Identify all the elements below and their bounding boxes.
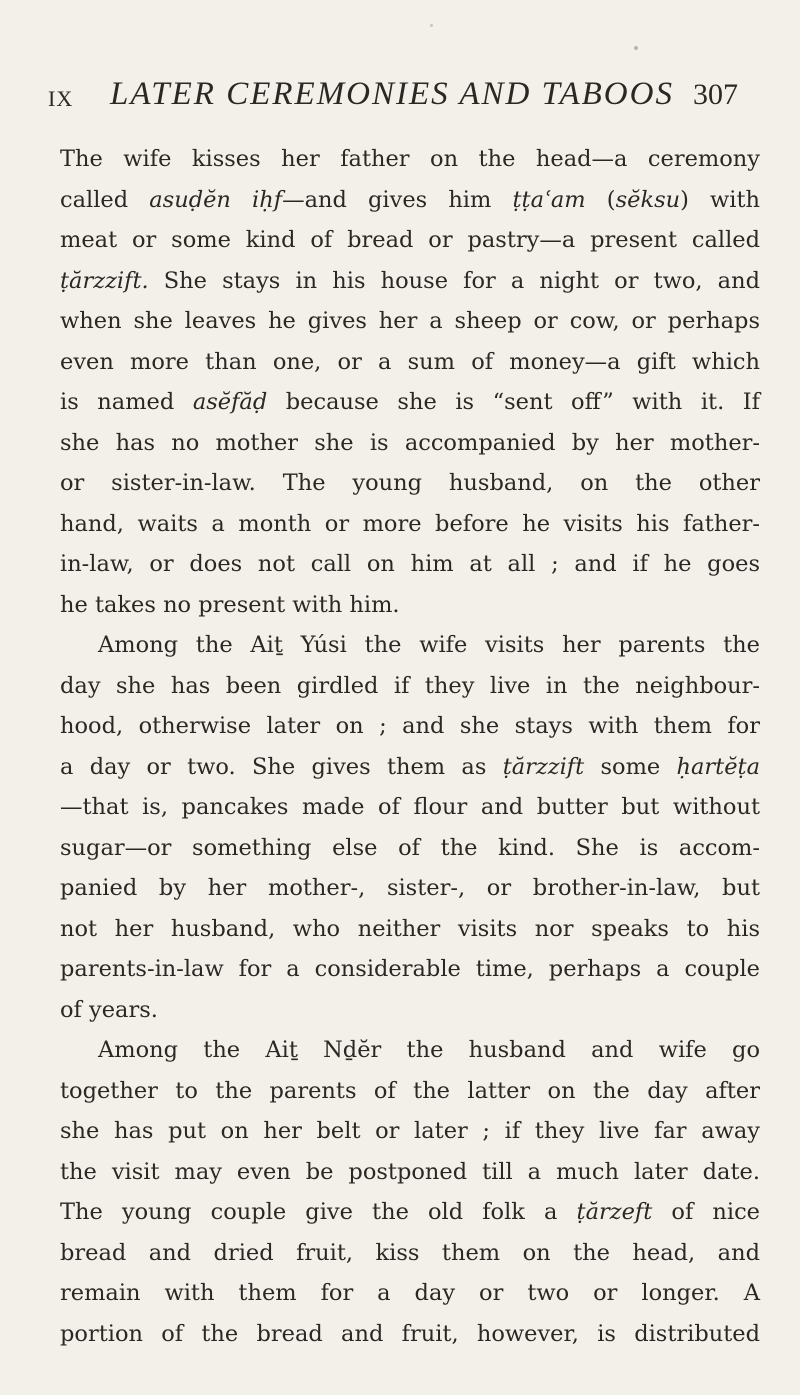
text-run: called [60, 186, 150, 213]
text-run: ) with [680, 186, 761, 213]
italic-term: ḥartĕṭa [676, 753, 760, 780]
italic-term: sĕksu [615, 186, 681, 213]
text-run: hood, otherwise later on ; and she stays with them for [60, 713, 760, 739]
text-line [60, 220, 760, 261]
text-run: or sister-in-law. The young husband, on the other [60, 470, 760, 496]
text-line [60, 423, 760, 464]
text-line [60, 139, 760, 180]
text-run: The wife kisses her father on the head—a ceremony [60, 146, 760, 172]
text-run: even more than one, or a sum of money—a gift which [60, 348, 760, 375]
text-run: of nice [652, 1199, 760, 1225]
text-line [60, 706, 760, 747]
text-line [60, 828, 760, 869]
text-run: meat or some kind of bread or pastry—a present called [60, 227, 760, 253]
text-run: panied by her mother-, sister-, or brother-in-law, but [60, 875, 760, 901]
text-line [60, 261, 760, 302]
text-line [60, 1111, 760, 1152]
text-line [60, 504, 760, 545]
text-run: some [584, 753, 677, 780]
text-run: when she leaves he gives her a sheep or cow, or perhaps [60, 308, 760, 334]
text-run: she has put on her belt or later ; if they live far away [60, 1118, 760, 1144]
chapter-number: IX [48, 86, 74, 111]
text-run: remain with them for a day or two or longer. A [60, 1280, 760, 1306]
text-run: The young couple give the old folk a [60, 1199, 577, 1225]
text-run: a day or two. She gives them as [60, 753, 503, 780]
text-run: of years. [60, 996, 158, 1023]
text-run: day she has been girdled if they live in the neighbour- [60, 672, 760, 699]
italic-term: ṭṭaʿam [512, 186, 586, 213]
body-text [60, 139, 760, 1354]
text-run: hand, waits a month or more before he visits his father- [60, 510, 760, 537]
text-run: the visit may even be postponed till a much later date. [60, 1158, 760, 1185]
text-line [60, 1192, 760, 1233]
italic-term: asuḍĕn iḥf [149, 186, 283, 213]
text-run: not her husband, who neither visits nor speaks to his [60, 915, 760, 942]
italic-term: ṭărzeft [576, 1199, 653, 1225]
text-line [60, 382, 760, 423]
text-line [60, 1233, 760, 1274]
text-line [60, 909, 760, 950]
text-run: Among the Aiṯ Nḏĕr the husband and wife go [98, 1037, 760, 1063]
page-number: 307 [693, 78, 738, 111]
text-line [60, 747, 760, 788]
text-run: sugar—or something else of the kind. She is accom- [60, 834, 760, 861]
text-run: parents-in-law for a considerable time, perhaps a couple [60, 956, 760, 982]
text-line [60, 787, 760, 828]
text-run: because she is “sent off” with it. If [267, 389, 760, 415]
text-run: —and gives him [282, 186, 513, 213]
text-line [60, 625, 760, 666]
running-header [48, 72, 738, 118]
text-run: —that is, pancakes made of flour and butter but without [60, 794, 760, 820]
text-line [60, 1071, 760, 1112]
text-line [60, 180, 760, 221]
italic-term: ṭărzzift. [60, 267, 149, 294]
running-title: LATER CEREMONIES AND TABOOS [110, 76, 674, 112]
text-run: in-law, or does not call on him at all ; and if he goes [60, 551, 760, 577]
text-run: she has no mother she is accompanied by her mother- [60, 429, 760, 456]
text-run: Among the Aiṯ Yúsi the wife visits her parents the [98, 632, 760, 658]
print-speck [430, 24, 433, 27]
text-run: is named [60, 389, 193, 415]
text-line [60, 342, 760, 383]
text-line [60, 949, 760, 990]
text-line [60, 666, 760, 707]
italic-term: ṭărzzift [502, 753, 585, 780]
text-line [60, 585, 760, 626]
italic-term: asĕfăḍ [192, 389, 268, 415]
text-run: portion of the bread and fruit, however, is distributed [60, 1320, 760, 1347]
text-line [60, 1030, 760, 1071]
text-run: bread and dried fruit, kiss them on the head, and [60, 1239, 760, 1266]
text-line [60, 1152, 760, 1193]
text-line [60, 868, 760, 909]
text-line [60, 990, 760, 1031]
text-line [60, 1314, 760, 1355]
text-run: She stays in his house for a night or two, and [148, 267, 760, 294]
text-run: he takes no present with him. [60, 591, 400, 618]
text-run: together to the parents of the latter on the day after [60, 1077, 760, 1104]
text-run: ( [585, 186, 616, 213]
text-line [60, 301, 760, 342]
text-line [60, 544, 760, 585]
print-speck [634, 46, 638, 50]
text-line [60, 1273, 760, 1314]
text-line [60, 463, 760, 504]
